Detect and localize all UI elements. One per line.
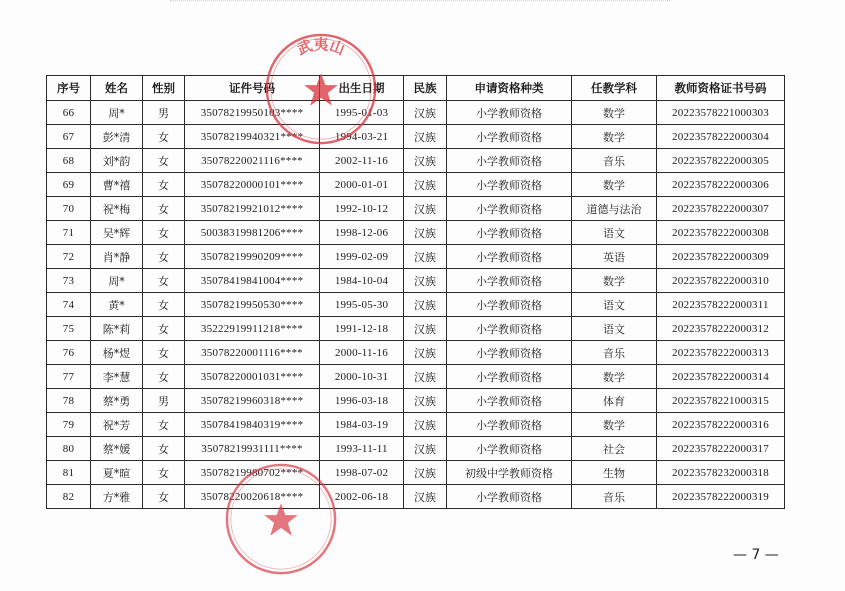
cell-gender: 男 bbox=[143, 101, 185, 125]
cell-subject: 数学 bbox=[572, 101, 657, 125]
cell-subject: 语文 bbox=[572, 317, 657, 341]
table-row bbox=[47, 197, 785, 221]
cell-certificate-number: 20223578222000304 bbox=[657, 125, 785, 149]
cell-id-number: 35078219921012**** bbox=[185, 197, 320, 221]
cell-birth-date: 1994-03-21 bbox=[320, 125, 404, 149]
cell-gender: 女 bbox=[143, 269, 185, 293]
cell-id-number: 35078219950103**** bbox=[185, 101, 320, 125]
cell-id-number: 35078220000101**** bbox=[185, 173, 320, 197]
svg-text:武夷山 bbox=[295, 36, 347, 59]
scan-edge-mark bbox=[170, 0, 670, 5]
cell-serial: 68 bbox=[47, 149, 91, 173]
cell-certificate-number: 20223578222000313 bbox=[657, 341, 785, 365]
cell-id-number: 35078220001031**** bbox=[185, 365, 320, 389]
cell-qualification-type: 小学教师资格 bbox=[447, 485, 572, 509]
cell-certificate-number: 20223578222000311 bbox=[657, 293, 785, 317]
table-row bbox=[47, 293, 785, 317]
cell-subject: 社会 bbox=[572, 437, 657, 461]
cell-ethnicity: 汉族 bbox=[404, 149, 447, 173]
cell-serial: 72 bbox=[47, 245, 91, 269]
cell-ethnicity: 汉族 bbox=[404, 101, 447, 125]
cell-gender: 女 bbox=[143, 437, 185, 461]
cell-ethnicity: 汉族 bbox=[404, 197, 447, 221]
cell-birth-date: 2000-10-31 bbox=[320, 365, 404, 389]
cell-ethnicity: 汉族 bbox=[404, 173, 447, 197]
table-row bbox=[47, 125, 785, 149]
cell-certificate-number: 20223578222000317 bbox=[657, 437, 785, 461]
table-body bbox=[47, 101, 785, 509]
cell-subject: 音乐 bbox=[572, 149, 657, 173]
cell-subject: 音乐 bbox=[572, 341, 657, 365]
cell-birth-date: 1992-10-12 bbox=[320, 197, 404, 221]
cell-name: 祝*梅 bbox=[91, 197, 143, 221]
cell-birth-date: 1993-11-11 bbox=[320, 437, 404, 461]
cell-qualification-type: 小学教师资格 bbox=[447, 413, 572, 437]
cell-serial: 76 bbox=[47, 341, 91, 365]
cell-birth-date: 2000-11-16 bbox=[320, 341, 404, 365]
cell-id-number: 35078419841004**** bbox=[185, 269, 320, 293]
cell-id-number: 35078219940321**** bbox=[185, 125, 320, 149]
cell-name: 曹*禧 bbox=[91, 173, 143, 197]
cell-id-number: 35078219960318**** bbox=[185, 389, 320, 413]
cell-qualification-type: 小学教师资格 bbox=[447, 293, 572, 317]
cell-gender: 女 bbox=[143, 341, 185, 365]
cell-subject: 体育 bbox=[572, 389, 657, 413]
cell-ethnicity: 汉族 bbox=[404, 317, 447, 341]
table-row bbox=[47, 365, 785, 389]
table-row bbox=[47, 341, 785, 365]
seal-top-text: 武夷山 bbox=[295, 36, 347, 59]
cell-gender: 女 bbox=[143, 221, 185, 245]
cell-serial: 70 bbox=[47, 197, 91, 221]
cell-birth-date: 1999-02-09 bbox=[320, 245, 404, 269]
cell-ethnicity: 汉族 bbox=[404, 413, 447, 437]
header-qualification-type: 申请资格种类 bbox=[447, 76, 572, 101]
cell-serial: 69 bbox=[47, 173, 91, 197]
header-name: 姓名 bbox=[91, 76, 143, 101]
table-row bbox=[47, 101, 785, 125]
table-row bbox=[47, 437, 785, 461]
table-row bbox=[47, 461, 785, 485]
cell-ethnicity: 汉族 bbox=[404, 485, 447, 509]
cell-name: 肖*静 bbox=[91, 245, 143, 269]
cell-name: 吴*辉 bbox=[91, 221, 143, 245]
cell-subject: 语文 bbox=[572, 293, 657, 317]
cell-subject: 数学 bbox=[572, 125, 657, 149]
header-certificate-number: 教师资格证书号码 bbox=[657, 76, 785, 101]
cell-serial: 81 bbox=[47, 461, 91, 485]
cell-serial: 75 bbox=[47, 317, 91, 341]
cell-birth-date: 1995-05-30 bbox=[320, 293, 404, 317]
cell-id-number: 35078219980702**** bbox=[185, 461, 320, 485]
table-row bbox=[47, 485, 785, 509]
page-number: — 7 — bbox=[733, 547, 779, 563]
cell-name: 杨*煜 bbox=[91, 341, 143, 365]
cell-serial: 82 bbox=[47, 485, 91, 509]
table-row bbox=[47, 317, 785, 341]
header-id-number: 证件号码 bbox=[185, 76, 320, 101]
cell-ethnicity: 汉族 bbox=[404, 461, 447, 485]
cell-certificate-number: 20223578222000316 bbox=[657, 413, 785, 437]
cell-gender: 女 bbox=[143, 485, 185, 509]
cell-serial: 74 bbox=[47, 293, 91, 317]
cell-qualification-type: 小学教师资格 bbox=[447, 269, 572, 293]
cell-id-number: 35078219931111**** bbox=[185, 437, 320, 461]
cell-birth-date: 2000-01-01 bbox=[320, 173, 404, 197]
cell-ethnicity: 汉族 bbox=[404, 437, 447, 461]
cell-qualification-type: 初级中学教师资格 bbox=[447, 461, 572, 485]
cell-name: 彭*清 bbox=[91, 125, 143, 149]
cell-subject: 道德与法治 bbox=[572, 197, 657, 221]
cell-birth-date: 1984-10-04 bbox=[320, 269, 404, 293]
cell-gender: 女 bbox=[143, 365, 185, 389]
cell-ethnicity: 汉族 bbox=[404, 221, 447, 245]
cell-serial: 80 bbox=[47, 437, 91, 461]
cell-name: 夏*暄 bbox=[91, 461, 143, 485]
cell-serial: 71 bbox=[47, 221, 91, 245]
table-row bbox=[47, 221, 785, 245]
cell-serial: 66 bbox=[47, 101, 91, 125]
cell-certificate-number: 20223578222000306 bbox=[657, 173, 785, 197]
cell-subject: 生物 bbox=[572, 461, 657, 485]
cell-name: 方*雅 bbox=[91, 485, 143, 509]
cell-id-number: 35222919911218**** bbox=[185, 317, 320, 341]
cell-certificate-number: 20223578222000310 bbox=[657, 269, 785, 293]
cell-subject: 数学 bbox=[572, 173, 657, 197]
cell-certificate-number: 20223578222000319 bbox=[657, 485, 785, 509]
cell-ethnicity: 汉族 bbox=[404, 125, 447, 149]
cell-id-number: 35078219950530**** bbox=[185, 293, 320, 317]
cell-qualification-type: 小学教师资格 bbox=[447, 149, 572, 173]
cell-birth-date: 2002-11-16 bbox=[320, 149, 404, 173]
cell-ethnicity: 汉族 bbox=[404, 341, 447, 365]
cell-serial: 73 bbox=[47, 269, 91, 293]
cell-id-number: 35078219990209**** bbox=[185, 245, 320, 269]
table-row bbox=[47, 149, 785, 173]
cell-serial: 77 bbox=[47, 365, 91, 389]
cell-serial: 67 bbox=[47, 125, 91, 149]
cell-name: 李*慧 bbox=[91, 365, 143, 389]
cell-certificate-number: 20223578222000305 bbox=[657, 149, 785, 173]
cell-qualification-type: 小学教师资格 bbox=[447, 245, 572, 269]
cell-name: 刘*韵 bbox=[91, 149, 143, 173]
cell-qualification-type: 小学教师资格 bbox=[447, 389, 572, 413]
header-serial: 序号 bbox=[47, 76, 91, 101]
cell-name: 祝*芳 bbox=[91, 413, 143, 437]
cell-birth-date: 1991-12-18 bbox=[320, 317, 404, 341]
cell-gender: 女 bbox=[143, 197, 185, 221]
cell-subject: 语文 bbox=[572, 221, 657, 245]
cell-certificate-number: 20223578232000318 bbox=[657, 461, 785, 485]
cell-qualification-type: 小学教师资格 bbox=[447, 197, 572, 221]
cell-gender: 女 bbox=[143, 125, 185, 149]
cell-gender: 女 bbox=[143, 413, 185, 437]
cell-name: 蔡*勇 bbox=[91, 389, 143, 413]
cell-qualification-type: 小学教师资格 bbox=[447, 101, 572, 125]
header-ethnicity: 民族 bbox=[404, 76, 447, 101]
teacher-certificate-table bbox=[46, 75, 785, 509]
cell-name: 周* bbox=[91, 269, 143, 293]
cell-ethnicity: 汉族 bbox=[404, 365, 447, 389]
table-header-row bbox=[47, 76, 785, 101]
cell-id-number: 35078220001116**** bbox=[185, 341, 320, 365]
cell-birth-date: 1984-03-19 bbox=[320, 413, 404, 437]
cell-subject: 数学 bbox=[572, 269, 657, 293]
cell-gender: 女 bbox=[143, 293, 185, 317]
header-gender: 性别 bbox=[143, 76, 185, 101]
cell-name: 周* bbox=[91, 101, 143, 125]
cell-certificate-number: 20223578222000309 bbox=[657, 245, 785, 269]
cell-qualification-type: 小学教师资格 bbox=[447, 125, 572, 149]
cell-gender: 女 bbox=[143, 461, 185, 485]
header-birth-date: 出生日期 bbox=[320, 76, 404, 101]
cell-name: 陈*莉 bbox=[91, 317, 143, 341]
cell-gender: 男 bbox=[143, 389, 185, 413]
cell-subject: 数学 bbox=[572, 413, 657, 437]
cell-ethnicity: 汉族 bbox=[404, 269, 447, 293]
table-row bbox=[47, 173, 785, 197]
cell-qualification-type: 小学教师资格 bbox=[447, 173, 572, 197]
cell-gender: 女 bbox=[143, 245, 185, 269]
header-subject: 任教学科 bbox=[572, 76, 657, 101]
cell-qualification-type: 小学教师资格 bbox=[447, 221, 572, 245]
cell-ethnicity: 汉族 bbox=[404, 389, 447, 413]
cell-id-number: 35078220020618**** bbox=[185, 485, 320, 509]
cell-qualification-type: 小学教师资格 bbox=[447, 341, 572, 365]
cell-subject: 音乐 bbox=[572, 485, 657, 509]
table-row bbox=[47, 245, 785, 269]
cell-birth-date: 2002-06-18 bbox=[320, 485, 404, 509]
table-row bbox=[47, 413, 785, 437]
cell-certificate-number: 20223578221000315 bbox=[657, 389, 785, 413]
cell-subject: 数学 bbox=[572, 365, 657, 389]
cell-qualification-type: 小学教师资格 bbox=[447, 365, 572, 389]
cell-subject: 英语 bbox=[572, 245, 657, 269]
cell-certificate-number: 20223578222000312 bbox=[657, 317, 785, 341]
cell-serial: 78 bbox=[47, 389, 91, 413]
table-row bbox=[47, 389, 785, 413]
cell-gender: 女 bbox=[143, 149, 185, 173]
cell-certificate-number: 20223578221000303 bbox=[657, 101, 785, 125]
cell-certificate-number: 20223578222000308 bbox=[657, 221, 785, 245]
cell-birth-date: 1998-12-06 bbox=[320, 221, 404, 245]
cell-birth-date: 1996-03-18 bbox=[320, 389, 404, 413]
cell-id-number: 50038319981206**** bbox=[185, 221, 320, 245]
cell-id-number: 35078419840319**** bbox=[185, 413, 320, 437]
cell-certificate-number: 20223578222000307 bbox=[657, 197, 785, 221]
cell-ethnicity: 汉族 bbox=[404, 245, 447, 269]
cell-gender: 女 bbox=[143, 173, 185, 197]
cell-certificate-number: 20223578222000314 bbox=[657, 365, 785, 389]
cell-name: 蔡*媛 bbox=[91, 437, 143, 461]
cell-id-number: 35078220021116**** bbox=[185, 149, 320, 173]
cell-qualification-type: 小学教师资格 bbox=[447, 437, 572, 461]
cell-gender: 女 bbox=[143, 317, 185, 341]
table-row bbox=[47, 269, 785, 293]
cell-name: 黄* bbox=[91, 293, 143, 317]
cell-serial: 79 bbox=[47, 413, 91, 437]
cell-ethnicity: 汉族 bbox=[404, 293, 447, 317]
cell-birth-date: 1998-07-02 bbox=[320, 461, 404, 485]
cell-birth-date: 1995-01-03 bbox=[320, 101, 404, 125]
cell-qualification-type: 小学教师资格 bbox=[447, 317, 572, 341]
